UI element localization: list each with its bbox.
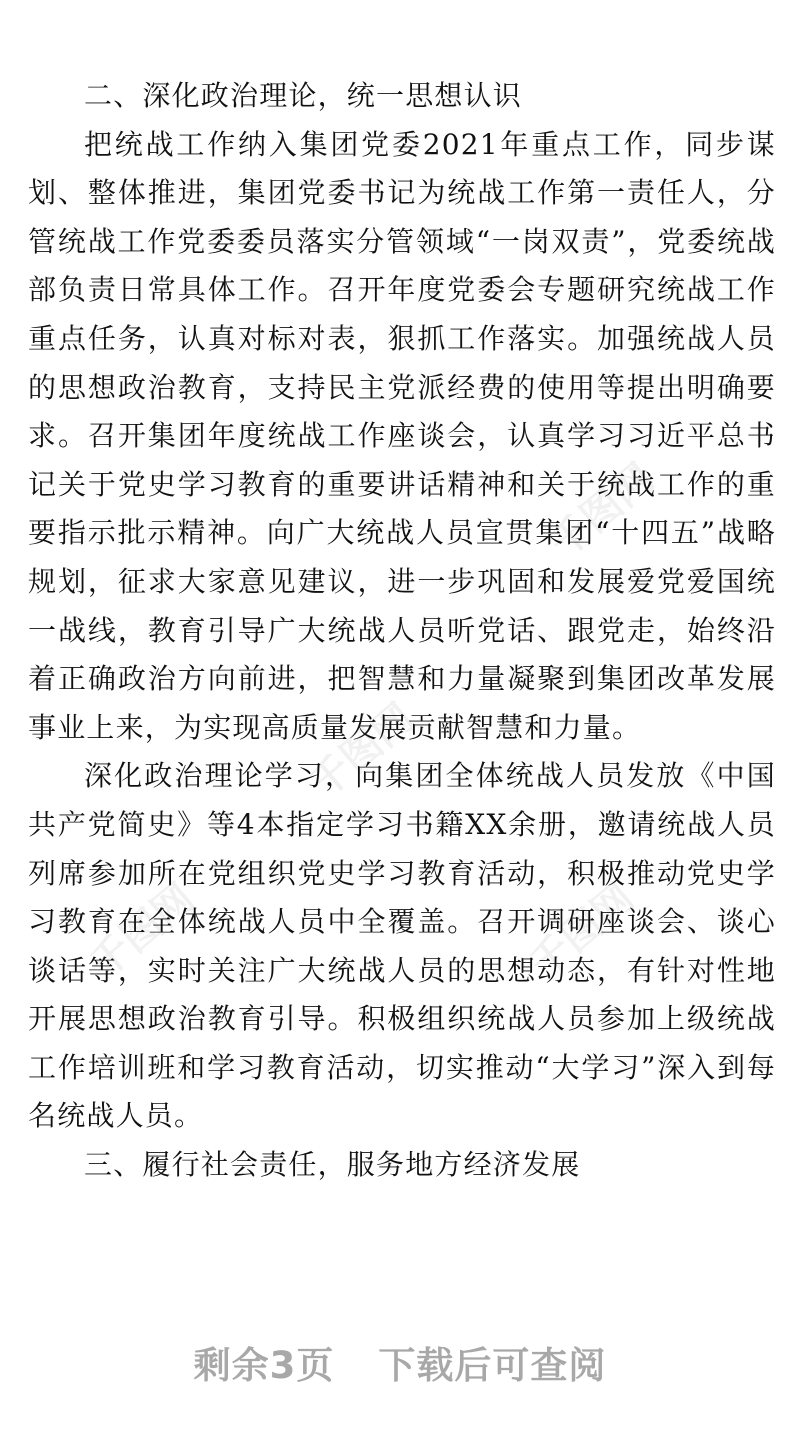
document-body xyxy=(28,72,776,1190)
section-heading: 二、深化政治理论，统一思想认识 xyxy=(84,79,523,112)
remaining-pages-label: 剩余3页 xyxy=(193,1344,335,1387)
watermark: 千图网 xyxy=(521,874,643,988)
watermark: 千图网 xyxy=(301,694,423,808)
watermark: 千图网 xyxy=(81,874,203,988)
body-paragraph: 深化政治理论学习，向集团全体统战人员发放《中国共产党简史》等4本指定学习书籍XX余册，邀请统战人员列席参加所在党组织党史学习教育活动，积极推动党史学习教育在全体统战人员中全覆盖。召开调研座谈会、谈心谈话等，实时关注广大统战人员的思想动态，有针对性地开展思想政治教育引导。积极组织统战人员参加上级统战工作培训班和学习教育活动，切实推动“大学习”深入到每名统战人员。 xyxy=(28,759,776,1133)
section-heading: 三、履行社会责任，服务地方经济发展 xyxy=(84,1148,581,1182)
body-paragraph: 把统战工作纳入集团党委2021年重点工作，同步谋划、整体推进，集团党委书记为统战工作第一责任人，分管统战工作党委委员落实分管领域“一岗双责”，党委统战部负责日常具体工作。召开年度党委会专题研究统战工作重点任务，认真对标对表，狠抓工作落实。加强统战人员的思想政治教育，支持民主党派经费的使用等提出明确要求。召开集团年度统战工作座谈会，认真学习习近平总书记关于党史学习教育的重要讲话精神和关于统战工作的重要指示批示精神。向广大统战人员宣贯集团“十四五”战略规划，征求大家意见建议，进一步巩固和发展爱党爱国统一战线，教育引导广大统战人员听党话、跟党走，始终沿着正确政治方向前进，把智慧和力量凝聚到集团改革发展事业上来，为实现高质量发展贡献智慧和力量。 xyxy=(28,127,776,744)
download-banner[interactable] xyxy=(0,1335,800,1389)
watermark: 千图网 xyxy=(541,454,663,568)
download-hint-label: 下载后可查阅 xyxy=(378,1344,607,1387)
